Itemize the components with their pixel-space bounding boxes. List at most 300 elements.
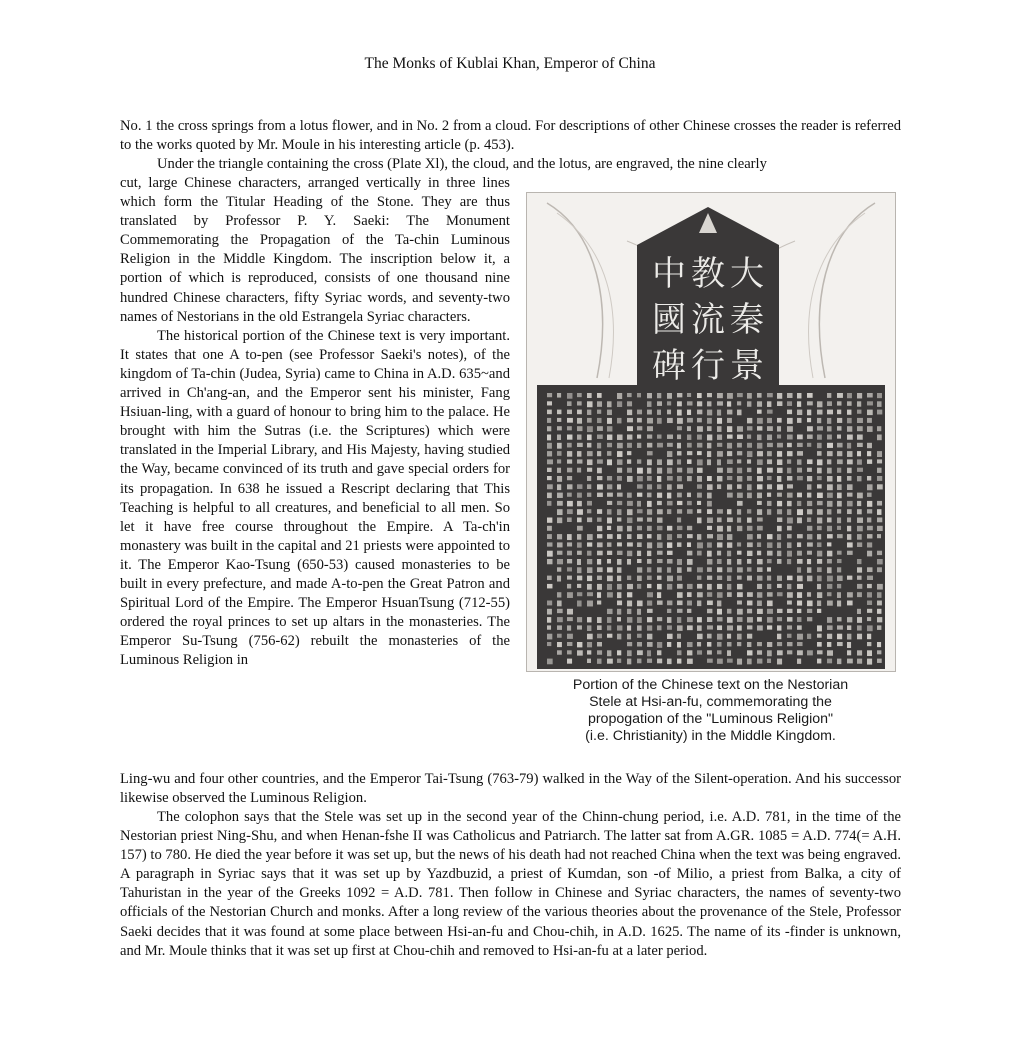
inscription-mark: [767, 650, 772, 656]
inscription-mark: [677, 526, 682, 530]
inscription-mark: [687, 617, 693, 622]
inscription-mark: [587, 410, 591, 415]
inscription-mark: [677, 401, 682, 406]
inscription-mark: [687, 559, 693, 565]
inscription-mark: [737, 551, 742, 555]
inscription-mark: [837, 459, 843, 464]
inscription-mark: [697, 451, 702, 455]
inscription-mark: [687, 609, 691, 613]
inscription-mark: [787, 509, 791, 515]
inscription-mark: [877, 459, 882, 463]
inscription-mark: [637, 468, 643, 474]
inscription-mark: [707, 484, 713, 490]
inscription-mark: [557, 567, 561, 571]
inscription-mark: [797, 650, 803, 655]
heading-character: 大: [730, 254, 764, 294]
inscription-mark: [627, 542, 633, 546]
inscription-mark: [607, 551, 612, 555]
inscription-mark: [687, 393, 691, 397]
inscription-mark: [817, 484, 822, 488]
inscription-mark: [757, 642, 762, 646]
inscription-mark: [577, 493, 582, 498]
inscription-mark: [587, 642, 592, 647]
inscription-mark: [687, 551, 692, 556]
inscription-mark: [647, 625, 652, 630]
inscription-mark: [697, 410, 702, 415]
inscription-mark: [667, 484, 672, 489]
inscription-mark: [747, 468, 751, 473]
inscription-mark: [637, 476, 643, 481]
inscription-mark: [607, 443, 612, 447]
inscription-mark: [657, 559, 663, 563]
inscription-mark: [547, 501, 551, 506]
inscription-mark: [557, 509, 563, 515]
inscription-mark: [657, 501, 662, 505]
inscription-mark: [647, 567, 651, 572]
inscription-mark: [717, 592, 723, 598]
inscription-mark: [567, 642, 572, 646]
inscription-mark: [747, 526, 752, 531]
inscription-mark: [637, 526, 642, 531]
inscription-mark: [867, 401, 873, 405]
inscription-mark: [647, 650, 651, 656]
inscription-mark: [717, 435, 722, 440]
inscription-mark: [687, 584, 693, 589]
inscription-mark: [607, 617, 611, 623]
inscription-mark: [807, 592, 811, 597]
inscription-mark: [817, 576, 822, 582]
inscription-mark: [547, 451, 552, 456]
inscription-mark: [597, 426, 603, 431]
inscription-mark: [867, 659, 872, 665]
inscription-mark: [727, 459, 733, 464]
inscription-mark: [567, 493, 572, 497]
inscription-mark: [577, 501, 582, 506]
inscription-mark: [697, 401, 702, 406]
inscription-mark: [747, 509, 751, 513]
inscription-mark: [717, 451, 723, 457]
inscription-mark: [847, 601, 853, 606]
inscription-mark: [547, 443, 552, 449]
inscription-mark: [657, 592, 661, 598]
inscription-mark: [697, 542, 703, 548]
inscription-mark: [597, 617, 602, 623]
inscription-mark: [767, 576, 771, 581]
inscription-mark: [647, 601, 652, 606]
inscription-mark: [847, 617, 852, 622]
heading-character: 碑: [652, 346, 686, 386]
inscription-mark: [667, 501, 673, 506]
inscription-mark: [787, 601, 792, 605]
inscription-mark: [727, 509, 731, 514]
inscription-mark: [747, 518, 752, 523]
inscription-mark: [547, 526, 552, 531]
inscription-mark: [847, 625, 851, 630]
inscription-mark: [777, 642, 782, 646]
inscription-mark: [837, 567, 841, 572]
inscription-mark: [717, 459, 721, 465]
inscription-mark: [737, 509, 741, 514]
inscription-mark: [787, 584, 791, 589]
inscription-mark: [767, 625, 772, 629]
inscription-mark: [727, 634, 731, 639]
inscription-mark: [847, 592, 853, 597]
inscription-mark: [737, 435, 743, 439]
inscription-mark: [577, 534, 581, 540]
inscription-mark: [877, 625, 881, 630]
inscription-mark: [577, 584, 581, 588]
inscription-mark: [567, 509, 573, 514]
inscription-mark: [687, 501, 692, 505]
inscription-mark: [667, 551, 673, 555]
inscription-mark: [697, 509, 701, 513]
inscription-mark: [667, 625, 672, 629]
inscription-mark: [827, 576, 833, 582]
inscription-mark: [827, 534, 833, 538]
inscription-mark: [737, 484, 742, 489]
inscription-mark: [717, 634, 722, 640]
inscription-mark: [857, 609, 861, 614]
inscription-mark: [627, 468, 632, 473]
inscription-mark: [767, 542, 772, 548]
inscription-mark: [677, 468, 682, 473]
inscription-mark: [647, 559, 652, 564]
inscription-mark: [687, 567, 692, 571]
inscription-mark: [717, 551, 721, 556]
inscription-mark: [687, 659, 693, 664]
inscription-mark: [657, 435, 662, 439]
inscription-mark: [577, 592, 582, 596]
inscription-mark: [787, 435, 793, 440]
inscription-mark: [677, 592, 683, 598]
inscription-mark: [627, 617, 632, 623]
inscription-mark: [787, 559, 791, 564]
inscription-mark: [657, 576, 662, 580]
inscription-mark: [587, 418, 592, 423]
inscription-mark: [557, 451, 562, 456]
inscription-mark: [567, 401, 572, 406]
figure-caption: [528, 677, 893, 745]
inscription-mark: [607, 493, 613, 497]
inscription-mark: [787, 501, 792, 506]
inscription-mark: [597, 518, 602, 522]
inscription-mark: [827, 642, 831, 647]
inscription-mark: [627, 526, 632, 532]
inscription-mark: [867, 650, 872, 656]
inscription-mark: [617, 576, 621, 582]
inscription-mark: [757, 435, 762, 441]
inscription-mark: [607, 410, 612, 415]
inscription-mark: [737, 493, 743, 498]
inscription-mark: [647, 418, 653, 424]
inscription-mark: [877, 559, 883, 564]
inscription-mark: [667, 493, 671, 499]
wrapped-column: [120, 174, 510, 670]
inscription-mark: [847, 410, 851, 415]
inscription-mark: [637, 443, 641, 448]
inscription-mark: [557, 542, 563, 547]
inscription-mark: [577, 451, 581, 457]
inscription-mark: [577, 518, 582, 523]
inscription-mark: [817, 567, 822, 572]
inscription-mark: [847, 435, 853, 440]
inscription-mark: [777, 559, 781, 564]
inscription-mark: [747, 435, 751, 439]
inscription-mark: [547, 601, 552, 606]
inscription-mark: [557, 484, 561, 490]
inscription-mark: [807, 526, 812, 531]
inscription-mark: [597, 576, 602, 580]
inscription-mark: [717, 609, 722, 615]
inscription-mark: [587, 650, 591, 654]
inscription-mark: [637, 534, 642, 539]
inscription-mark: [607, 559, 611, 564]
inscription-mark: [847, 484, 853, 490]
inscription-mark: [627, 534, 631, 539]
caption-line-2: Stele at Hsi-an-fu, commemorating the: [589, 694, 832, 710]
inscription-mark: [877, 476, 882, 481]
inscription-mark: [807, 401, 813, 405]
inscription-mark: [597, 459, 603, 463]
inscription-mark: [637, 617, 642, 623]
inscription-mark: [557, 650, 562, 654]
inscription-mark: [787, 592, 793, 598]
inscription-mark: [697, 576, 701, 580]
inscription-mark: [567, 435, 572, 440]
inscription-mark: [807, 493, 811, 498]
inscription-mark: [627, 509, 633, 515]
inscription-mark: [757, 551, 761, 556]
inscription-mark: [827, 426, 832, 431]
inscription-mark: [727, 410, 732, 415]
inscription-mark: [847, 634, 851, 640]
inscription-mark: [837, 634, 842, 640]
inscription-mark: [767, 534, 773, 539]
inscription-mark: [667, 659, 672, 665]
inscription-mark: [657, 551, 663, 555]
inscription-mark: [807, 509, 812, 514]
inscription-mark: [597, 559, 601, 565]
inscription-mark: [547, 476, 552, 480]
inscription-mark: [587, 584, 592, 590]
inscription-mark: [827, 410, 833, 415]
inscription-mark: [717, 518, 722, 523]
inscription-mark: [817, 493, 823, 498]
inscription-mark: [777, 659, 782, 665]
inscription-mark: [557, 609, 563, 613]
inscription-mark: [627, 584, 633, 589]
inscription-mark: [727, 576, 731, 581]
inscription-mark: [717, 418, 722, 424]
inscription-mark: [787, 426, 793, 432]
inscription-mark: [837, 617, 842, 621]
inscription-mark: [737, 459, 741, 463]
inscription-mark: [627, 625, 631, 630]
inscription-mark: [737, 518, 741, 523]
inscription-mark: [777, 509, 782, 514]
inscription-mark: [867, 625, 873, 631]
heading-character: 流: [691, 300, 725, 340]
inscription-mark: [547, 559, 552, 564]
inscription-mark: [567, 559, 572, 563]
inscription-mark: [617, 584, 622, 590]
inscription-mark: [727, 534, 732, 540]
inscription-mark: [597, 410, 601, 414]
inscription-mark: [867, 393, 873, 397]
inscription-mark: [677, 459, 681, 464]
inscription-mark: [727, 435, 733, 439]
inscription-mark: [737, 659, 742, 665]
inscription-mark: [627, 518, 632, 524]
inscription-mark: [647, 542, 652, 548]
inscription-mark: [647, 526, 652, 531]
inscription-mark: [697, 443, 702, 448]
inscription-mark: [667, 617, 671, 623]
inscription-mark: [777, 617, 782, 621]
inscription-mark: [867, 642, 871, 646]
inscription-mark: [637, 509, 643, 513]
inscription-mark: [707, 426, 712, 431]
inscription-mark: [747, 393, 752, 399]
inscription-mark: [697, 650, 702, 654]
inscription-mark: [607, 426, 612, 431]
inscription-mark: [577, 410, 582, 415]
inscription-mark: [767, 459, 772, 464]
inscription-mark: [637, 459, 641, 463]
heading-character: 秦: [730, 300, 764, 340]
inscription-mark: [777, 592, 783, 596]
inscription-mark: [617, 609, 621, 615]
inscription-mark: [787, 634, 792, 638]
inscription-mark: [567, 393, 572, 399]
inscription-mark: [617, 518, 621, 522]
inscription-mark: [677, 642, 681, 648]
inscription-mark: [747, 567, 752, 571]
inscription-mark: [607, 435, 612, 440]
inscription-mark: [587, 459, 593, 465]
inscription-mark: [607, 584, 612, 590]
inscription-mark: [847, 443, 851, 449]
inscription-mark: [597, 659, 602, 664]
inscription-mark: [577, 642, 582, 647]
inscription-mark: [707, 584, 712, 590]
inscription-mark: [547, 410, 552, 415]
inscription-mark: [687, 526, 692, 530]
inscription-mark: [717, 426, 722, 432]
inscription-mark: [597, 468, 602, 474]
inscription-mark: [747, 476, 752, 481]
inscription-mark: [837, 526, 841, 530]
inscription-mark: [547, 609, 552, 615]
inscription-mark: [697, 601, 701, 607]
inscription-mark: [617, 551, 623, 555]
inscription-mark: [877, 526, 883, 531]
inscription-mark: [847, 642, 851, 648]
inscription-mark: [687, 592, 692, 597]
inscription-mark: [657, 650, 661, 655]
inscription-mark: [827, 617, 832, 623]
inscription-mark: [837, 551, 842, 555]
inscription-mark: [707, 542, 712, 547]
inscription-mark: [657, 401, 662, 406]
inscription-mark: [827, 559, 832, 563]
inscription-mark: [657, 468, 662, 474]
inscription-mark: [577, 418, 582, 424]
inscription-mark: [847, 650, 851, 655]
inscription-mark: [827, 435, 832, 440]
inscription-mark: [737, 526, 742, 531]
inscription-mark: [797, 592, 802, 598]
inscription-mark: [647, 617, 652, 622]
inscription-mark: [697, 484, 702, 488]
inscription-mark: [577, 459, 582, 463]
inscription-mark: [847, 576, 852, 580]
inscription-mark: [547, 634, 552, 640]
heading-characters: [652, 254, 764, 386]
inscription-mark: [867, 551, 872, 557]
inscription-mark: [807, 617, 812, 621]
inscription-mark: [797, 609, 801, 613]
inscription-mark: [697, 435, 702, 440]
inscription-mark: [707, 518, 713, 523]
inscription-mark: [627, 443, 632, 448]
inscription-mark: [827, 584, 832, 589]
inscription-mark: [847, 493, 853, 497]
inscription-mark: [657, 518, 663, 523]
inscription-mark: [807, 542, 813, 546]
inscription-mark: [617, 650, 621, 655]
inscription-mark: [877, 601, 882, 606]
inscription-mark: [757, 534, 761, 539]
inscription-mark: [877, 584, 883, 590]
inscription-mark: [607, 518, 612, 524]
inscription-mark: [617, 526, 623, 532]
inscription-mark: [757, 518, 763, 522]
inscription-mark: [587, 567, 592, 573]
inscription-mark: [817, 501, 823, 505]
inscription-mark: [837, 576, 843, 581]
inscription-mark: [547, 418, 551, 423]
inscription-mark: [767, 443, 773, 447]
inscription-mark: [867, 418, 872, 423]
inscription-mark: [647, 401, 651, 407]
inscription-mark: [847, 542, 853, 547]
inscription-mark: [567, 617, 573, 621]
inscription-mark: [597, 584, 602, 590]
inscription-mark: [687, 435, 691, 440]
inscription-mark: [567, 542, 572, 546]
inscription-mark: [817, 559, 822, 564]
inscription-mark: [717, 567, 722, 572]
inscription-mark: [787, 625, 792, 629]
inscription-mark: [837, 509, 841, 513]
inscription-mark: [797, 625, 802, 629]
inscription-mark: [787, 518, 793, 524]
inscription-mark: [807, 576, 812, 582]
inscription-mark: [587, 534, 593, 540]
inscription-mark: [827, 443, 833, 448]
inscription-mark: [857, 592, 862, 597]
inscription-mark: [807, 551, 812, 555]
inscription-mark: [807, 443, 811, 447]
inscription-mark: [757, 443, 762, 449]
inscription-mark: [737, 501, 743, 506]
inscription-mark: [767, 501, 771, 506]
inscription-mark: [797, 567, 801, 572]
inscription-mark: [567, 609, 573, 615]
inscription-mark: [737, 634, 742, 640]
inscription-mark: [817, 659, 821, 664]
